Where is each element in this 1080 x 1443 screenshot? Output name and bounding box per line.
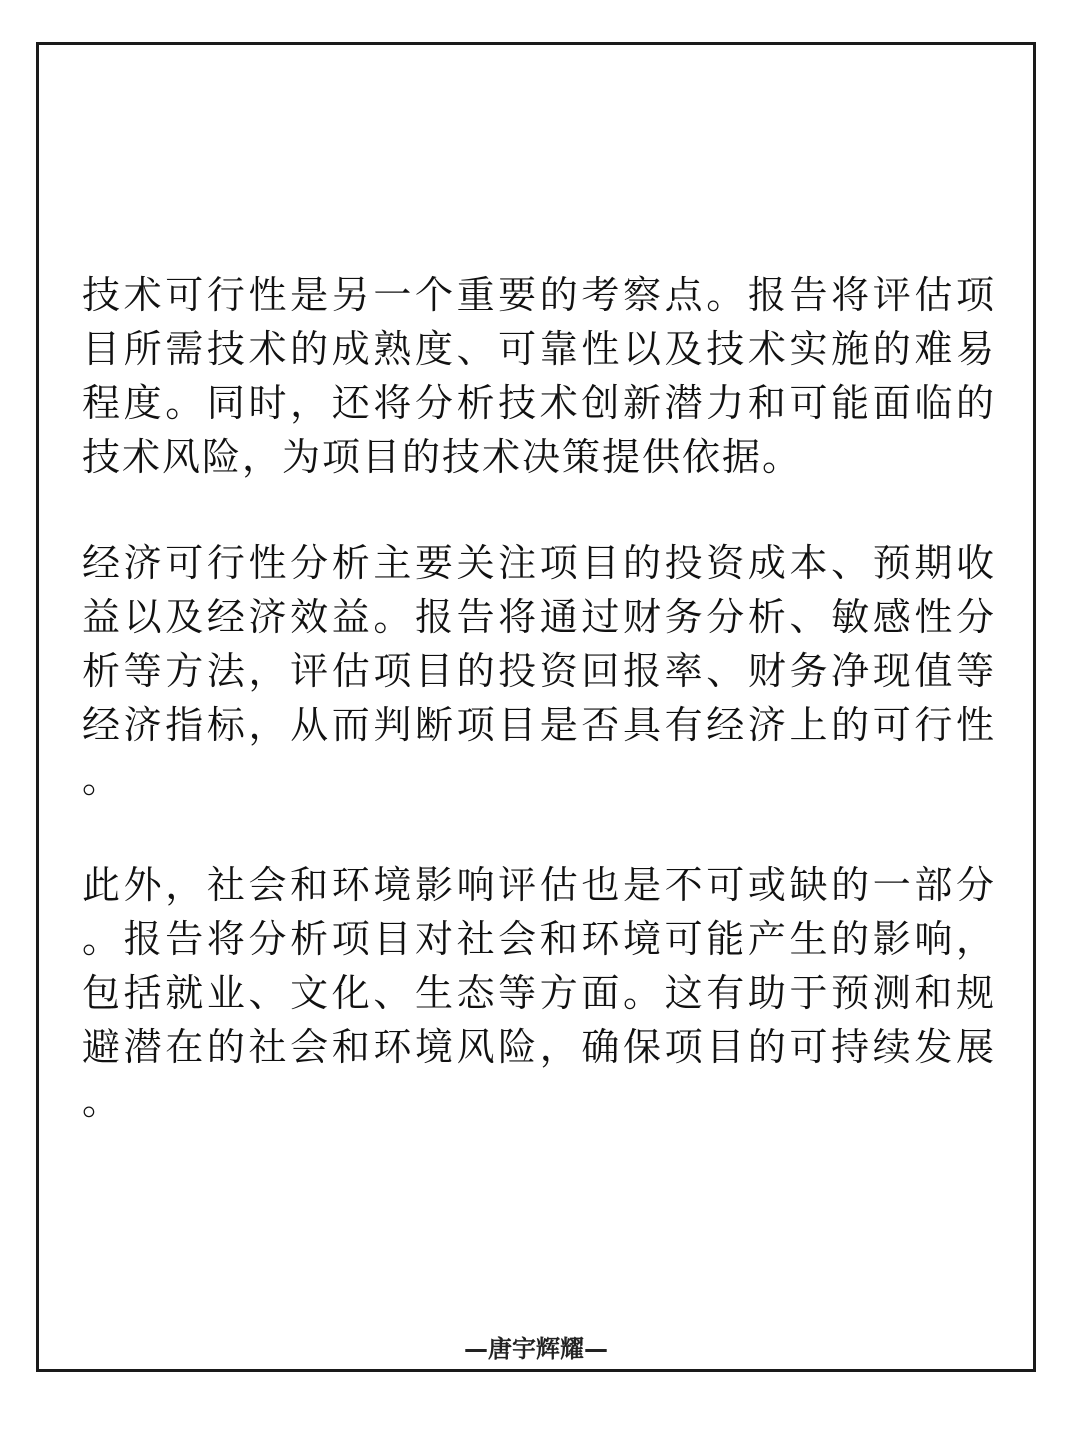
paragraph-technical-feasibility: 技术可行性是另一个重要的考察点。报告将评估项目所需技术的成熟度、可靠性以及技术实施的难易程度。同时，还将分析技术创新潜力和可能面临的技术风险，为项目的技术决策提供依据。 [82,273,996,479]
document-body [82,268,996,1180]
paragraph-social-environmental-impact: 此外，社会和环境影响评估也是不可或缺的一部分。报告将分析项目对社会和环境可能产生的影响，包括就业、文化、生态等方面。这有助于预测和规避潜在的社会和环境风险，确保项目的可持续发展。 [82,863,996,1123]
author-signature: —唐宇辉耀— [464,1335,608,1363]
paragraph-economic-feasibility: 经济可行性分析主要关注项目的投资成本、预期收益以及经济效益。报告将通过财务分析、敏感性分析等方法，评估项目的投资回报率、财务净现值等经济指标，从而判断项目是否具有经济上的可行性。 [82,541,996,801]
